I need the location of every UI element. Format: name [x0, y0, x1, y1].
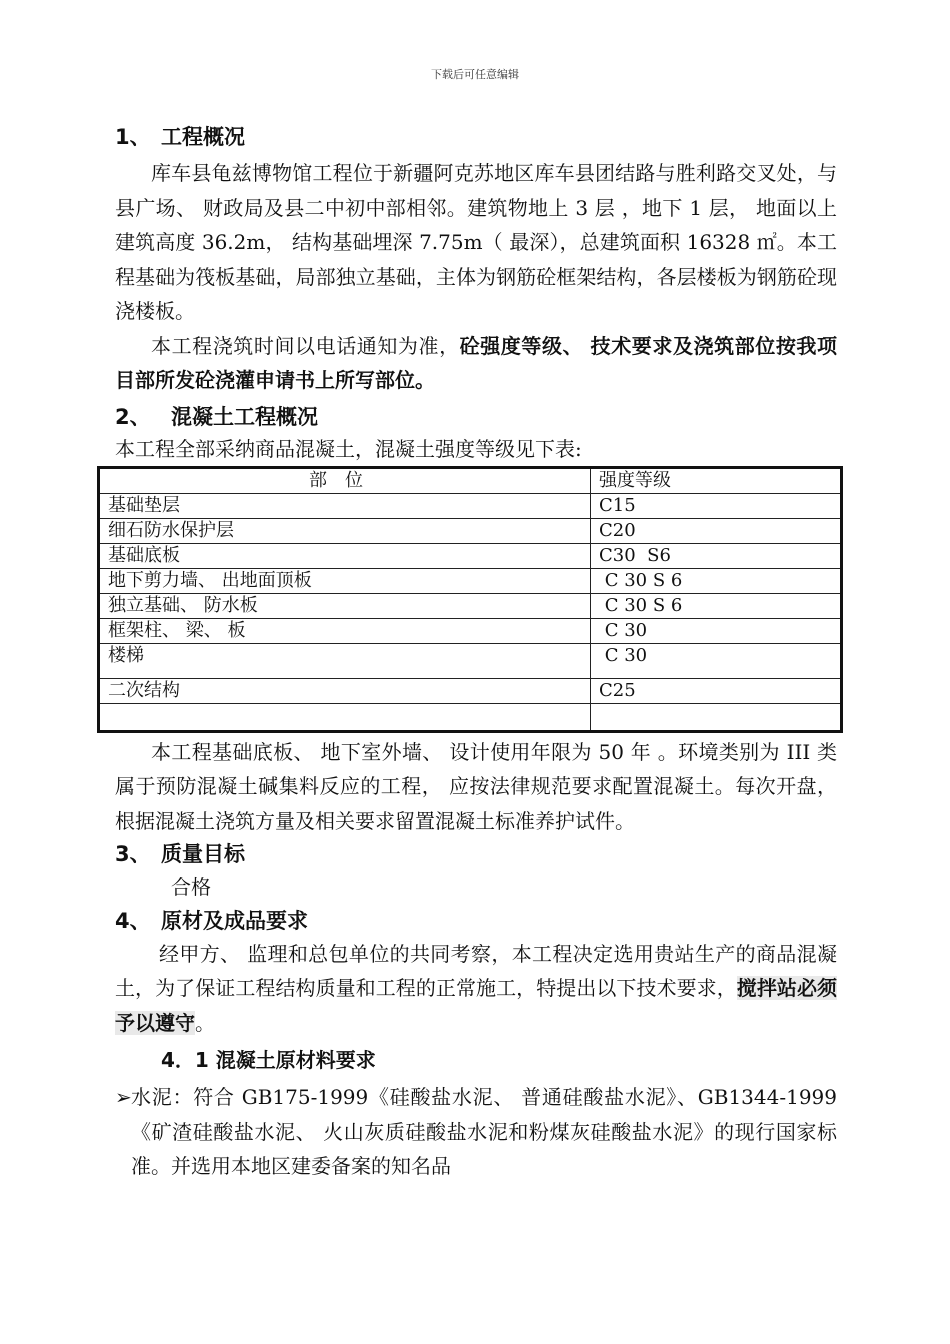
table-cell-location: 独立基础、 防水板 — [99, 593, 591, 618]
table-row — [99, 593, 842, 618]
table-cell-grade — [591, 703, 842, 731]
section-3-heading — [115, 838, 837, 870]
table-header-location: 部位 — [99, 467, 591, 493]
list-item — [115, 1080, 837, 1184]
table-cell-location: 基础垫层 — [99, 493, 591, 518]
table-cell-location: 楼梯 — [99, 643, 591, 678]
section-number: 1、 — [115, 125, 151, 149]
section-number: 3、 — [115, 842, 151, 866]
materials-end: 。 — [195, 1010, 215, 1035]
concrete-intro-paragraph: 本工程全部采纳商品混凝土，混凝土强度等级见下表: — [115, 436, 582, 461]
section-title: 混凝土工程概况 — [171, 404, 318, 429]
table-cell-grade: C 30 S 6 — [591, 593, 842, 618]
section-number: 4、 — [115, 908, 151, 933]
table-header-row — [99, 467, 842, 493]
environment-class-paragraph: 本工程基础底板、 地下室外墙、 设计使用年限为 50 年 。环境类别为 III 类属于预防混凝土碱集料反应的工程， 应按法律规范要求配置混凝土。每次开盘， 根据混凝土浇筑方量及相关要求留置混凝土标准养护试件。 — [115, 739, 837, 833]
table-cell-location: 地下剪力墙、 出地面顶板 — [99, 568, 591, 593]
table-cell-grade: C 30 — [591, 618, 842, 643]
table-cell-location — [99, 703, 591, 731]
materials-requirement-paragraph — [115, 937, 837, 1041]
table-row — [99, 543, 842, 568]
table-row — [99, 678, 842, 703]
page-header-note: 下载后可任意编辑 — [431, 68, 519, 81]
table-cell-grade: C30 S6 — [591, 543, 842, 568]
section-title: 质量目标 — [161, 842, 245, 866]
section-title: 原材及成品要求 — [161, 908, 308, 933]
document-body — [108, 118, 838, 1184]
section-title: 工程概况 — [161, 125, 245, 149]
table-row — [99, 703, 842, 731]
table-cell-location: 细石防水保护层 — [99, 518, 591, 543]
table-cell-grade: C 30 — [591, 643, 842, 678]
quality-target-text: 合格 — [171, 875, 211, 899]
table-row — [99, 518, 842, 543]
table-row — [99, 618, 842, 643]
table-cell-grade: C 30 S 6 — [591, 568, 842, 593]
table-cell-grade: C20 — [591, 518, 842, 543]
materials-emphasis: 搅拌站必须予以遵守 — [115, 976, 838, 1035]
section-number: 2、 — [115, 404, 151, 429]
pouring-notice-paragraph — [115, 329, 837, 398]
table-cell-location: 基础底板 — [99, 543, 591, 568]
arrow-bullet-icon: ➢ — [115, 1085, 132, 1109]
pouring-notice-emphasis: 砼强度等级、 技术要求及浇筑部位按我项目部所发砼浇灌申请书上所写部位。 — [115, 333, 837, 392]
concrete-grade-table — [97, 466, 843, 733]
table-cell-location: 二次结构 — [99, 678, 591, 703]
table-header-grade: 强度等级 — [591, 467, 842, 493]
table-cell-location: 框架柱、 梁、 板 — [99, 618, 591, 643]
table-row — [99, 568, 842, 593]
section-4-heading — [115, 905, 837, 937]
pouring-notice-text: 本工程浇筑时间以电话通知为准， — [151, 333, 460, 358]
table-cell-grade: C25 — [591, 678, 842, 703]
section-2-heading — [115, 398, 837, 436]
materials-text: 经甲方、 监理和总包单位的共同考察，本工程决定选用贵站生产的商品混凝土，为了保证工程结构质量和工程的正常施工，特提出以下技术要求， — [115, 941, 837, 1000]
table-cell-grade: C15 — [591, 493, 842, 518]
project-overview-paragraph: 库车县龟兹博物馆工程位于新疆阿克苏地区库车县团结路与胜利路交叉处，与县广场、 财政局及县二中初中部相邻。建筑物地上 3 层 ，地下 1 层， 地面以上建筑高度 36.2m， 结构基础埋深 7.75m（ 最深），总建筑面积 16328 ㎡。本工程基础为筏板基础，局部独立基础，主体为钢筋砼框架结构，各层楼板为钢筋砼现浇楼板。 — [115, 161, 837, 323]
subsection-heading: 4．1 混凝土原材料要求 — [161, 1048, 376, 1072]
cement-requirement-text: 水泥：符合 GB175-1999《硅酸盐水泥、 普通硅酸盐水泥》、GB1344-1999《矿渣硅酸盐水泥、 火山灰质硅酸盐水泥和粉煤灰硅酸盐水泥》的现行国家标准。并选用本地区建委备案的知名品 — [131, 1085, 837, 1178]
table-row — [99, 493, 842, 518]
table-row — [99, 643, 842, 678]
section-1-heading — [115, 118, 837, 156]
